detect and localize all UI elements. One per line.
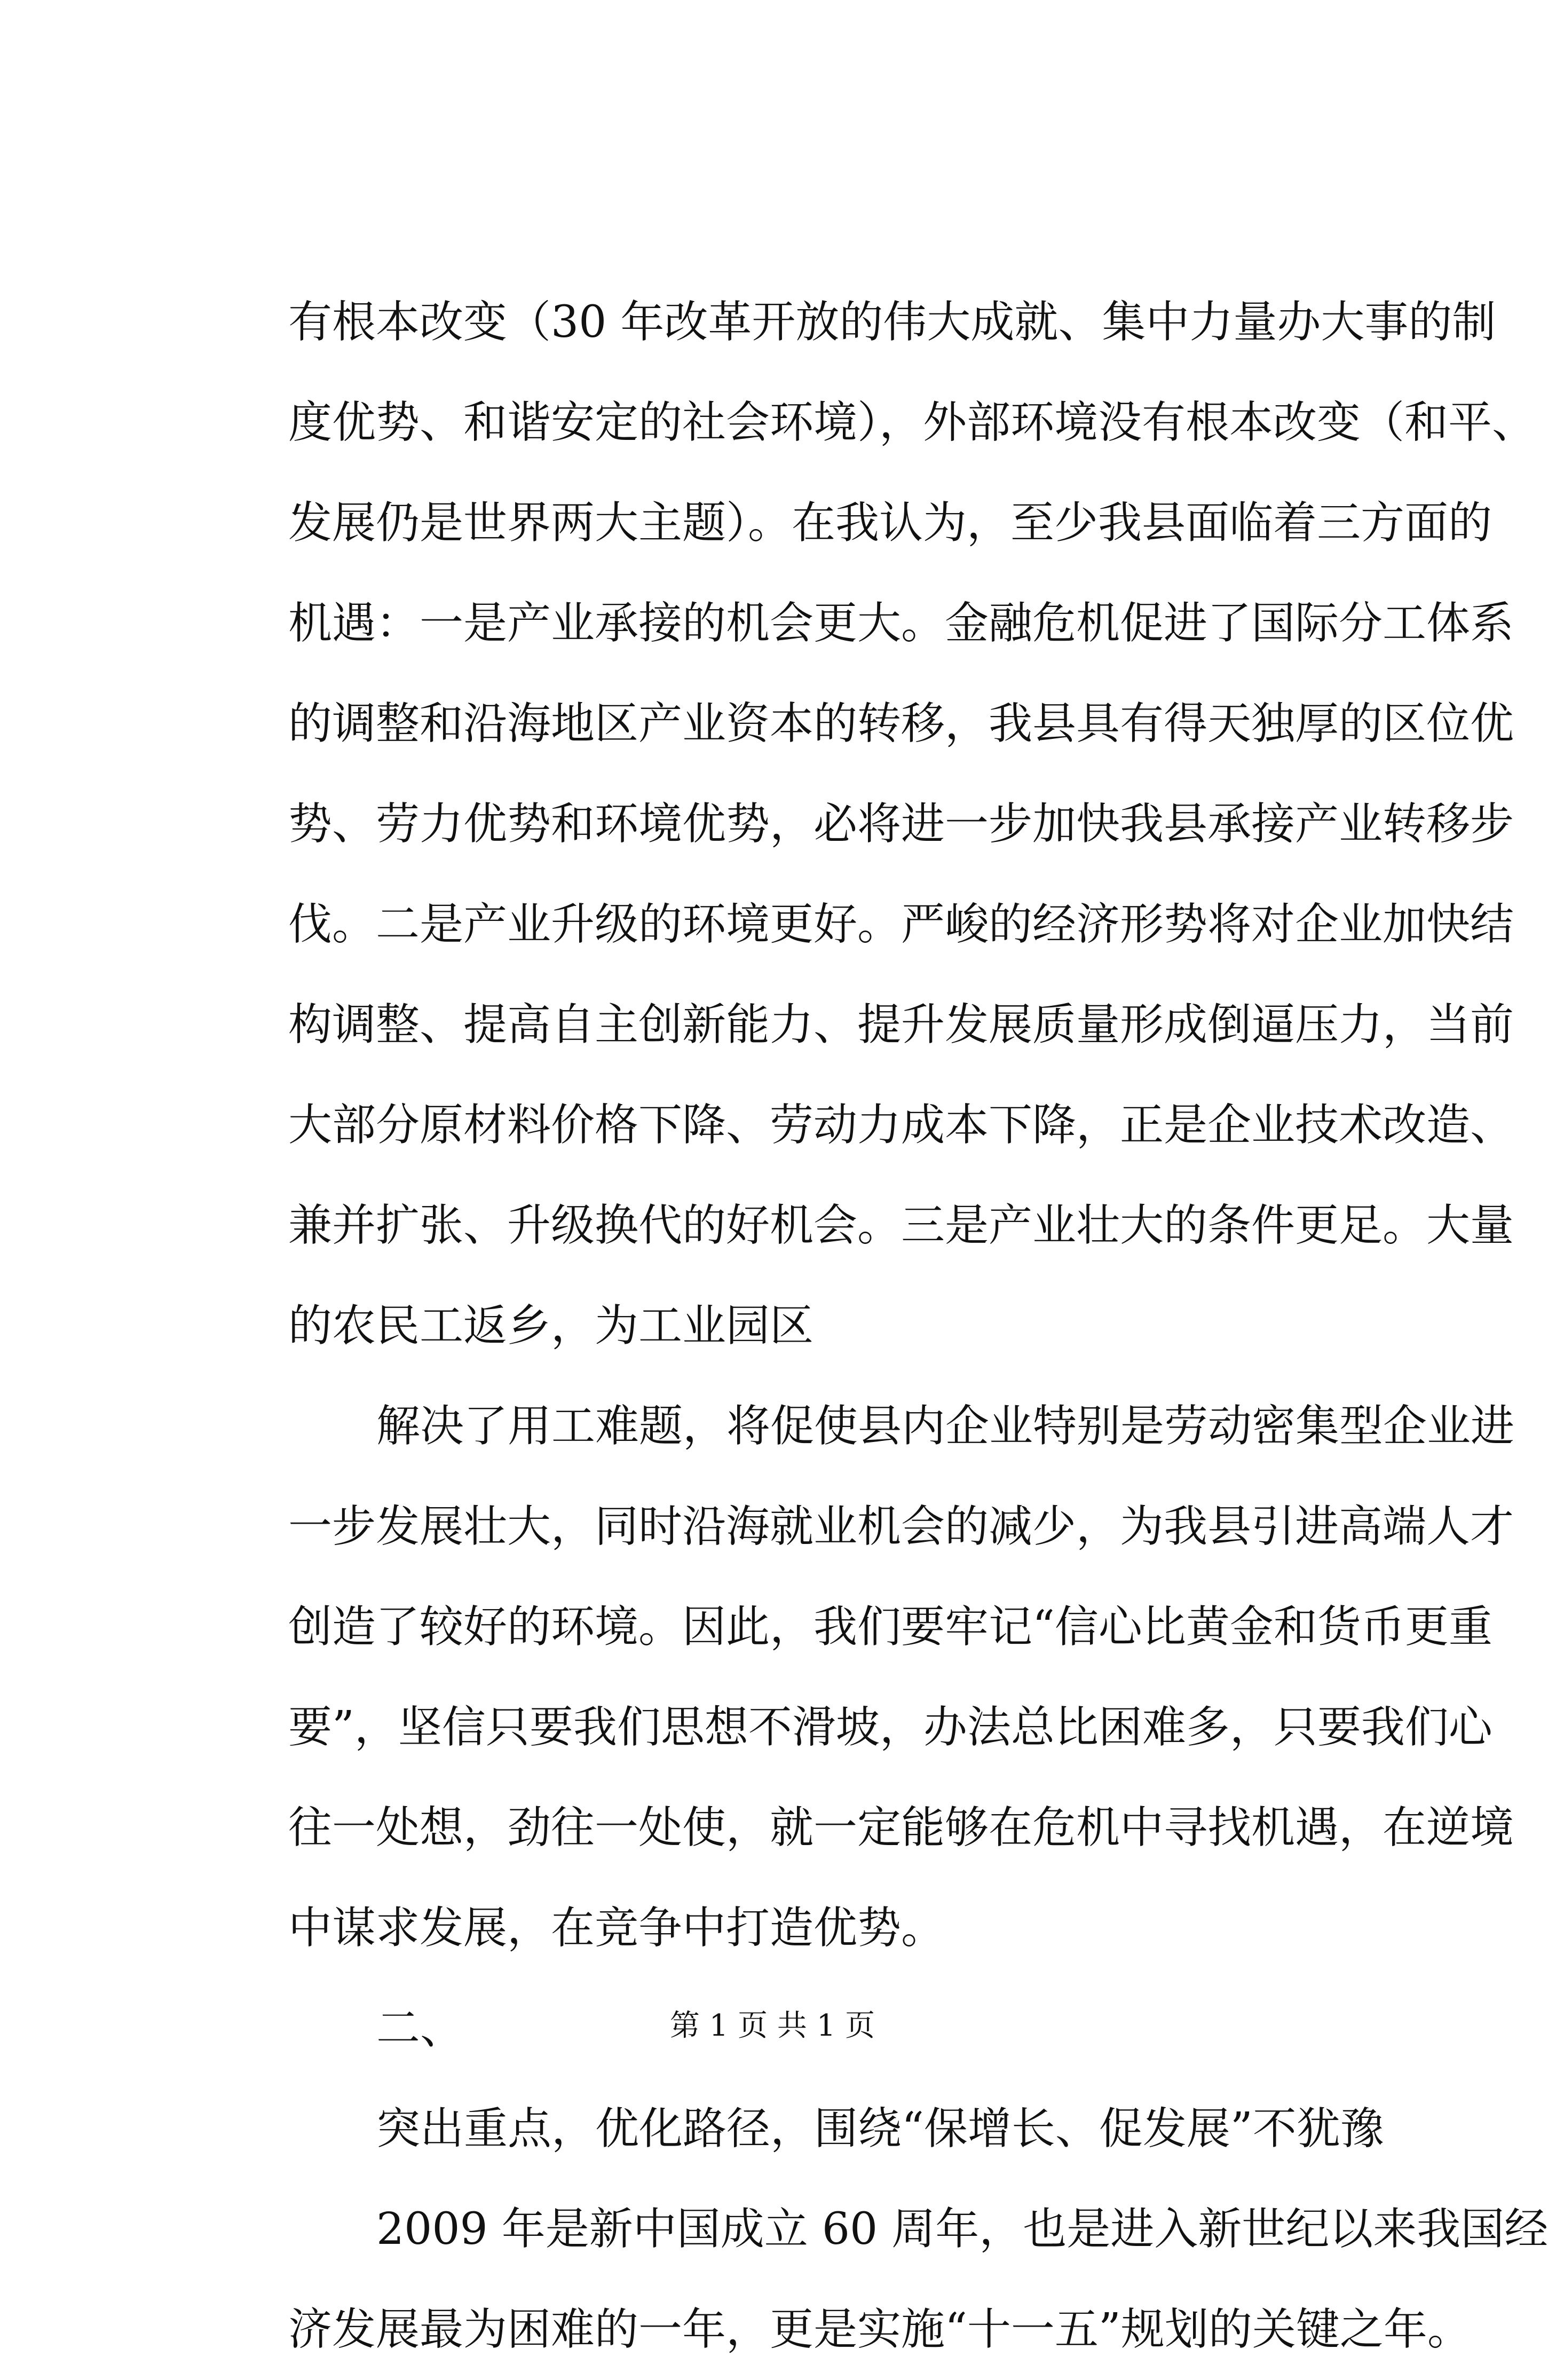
text-line: 兼并扩张、升级换代的好机会。三是产业壮大的条件更足。大量 [288,1200,1514,1251]
text-line: 有根本改变（30 年改革开放的伟大成就、集中力量办大事的制 [288,297,1496,348]
section-number: 二、 [376,2003,464,2054]
paragraph-first-line: 解决了用工难题，将促使县内企业特别是劳动密集型企业进 [376,1401,1515,1452]
text-line: 势、劳力优势和环境优势，必将进一步加快我县承接产业转移步 [288,799,1514,849]
text-line: 大部分原材料价格下降、劳动力成本下降，正是企业技术改造、 [288,1100,1514,1150]
paragraph-first-line: 2009 年是新中国成立 60 周年，也是进入新世纪以来我国经 [376,2204,1548,2255]
document-body [288,272,1548,2380]
section-heading: 突出重点，优化路径，围绕“保增长、促发展”不犹豫 [376,2103,1384,2154]
text-line: 要”，坚信只要我们思想不滑坡，办法总比困难多，只要我们心 [288,1702,1492,1753]
text-line: 中谋求发展，在竞争中打造优势。 [288,1903,945,1953]
text-line: 济发展最为困难的一年，更是实施“十一五”规划的关键之年。 [288,2304,1471,2355]
text-line: 发展仍是世界两大主题）。在我认为，至少我县面临着三方面的 [288,498,1492,548]
text-line: 一步发展壮大，同时沿海就业机会的减少，为我县引进高端人才 [288,1501,1514,1552]
text-line: 创造了较好的环境。因此，我们要牢记“信心比黄金和货币更重 [288,1602,1492,1652]
text-line: 的农民工返乡，为工业园区 [288,1301,814,1351]
text-line: 的调整和沿海地区产业资本的转移，我县具有得天独厚的区位优 [288,698,1514,749]
text-line: 往一处想，劲往一处使，就一定能够在危机中寻找机遇，在逆境 [288,1802,1514,1853]
text-line: 度优势、和谐安定的社会环境），外部环境没有根本改变（和平、 [288,397,1536,448]
text-line: 伐。二是产业升级的环境更好。严峻的经济形势将对企业加快结 [288,899,1514,950]
text-line: 机遇：一是产业承接的机会更大。金融危机促进了国际分工体系 [288,598,1514,649]
text-line: 构调整、提高自主创新能力、提升发展质量形成倒逼压力，当前 [288,999,1514,1050]
page-number-footer: 第 1 页 共 1 页 [669,2008,875,2043]
